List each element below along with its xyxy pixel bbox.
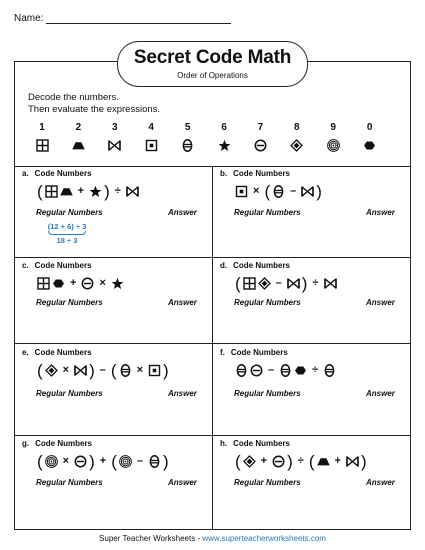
star-icon — [89, 185, 102, 198]
answer-label: Answer — [168, 478, 197, 487]
operator: + — [334, 455, 341, 467]
problem-e — [22, 348, 220, 380]
answer-label: Answer — [366, 389, 395, 398]
problem-heading — [22, 439, 220, 449]
operator: – — [290, 185, 297, 197]
key-item-1 — [30, 122, 54, 154]
name-row — [14, 13, 231, 24]
double-bar-circle-icon — [148, 455, 161, 468]
parenthesis: ) — [163, 451, 169, 471]
problem-heading — [220, 348, 418, 358]
answer-label: Answer — [366, 208, 395, 217]
bowtie-icon — [301, 185, 314, 198]
hexagon-icon — [294, 364, 307, 377]
double-bar-circle-icon — [176, 136, 200, 154]
answer-label: Answer — [168, 298, 197, 307]
problem-letter: b. — [220, 169, 228, 178]
parenthesis: ( — [235, 451, 241, 471]
problem-letter: g. — [22, 439, 30, 448]
double-bar-circle-icon — [235, 364, 248, 377]
trapezoid-icon — [60, 185, 73, 198]
key-item-8 — [285, 122, 309, 154]
answer-label: Answer — [168, 389, 197, 398]
bowtie-icon — [126, 185, 139, 198]
operator: × — [253, 185, 260, 197]
problem-letter: h. — [220, 439, 228, 448]
key-item-0 — [358, 122, 382, 154]
code-numbers-label: Code Numbers — [233, 261, 291, 270]
example-line-2: 18 ÷ 3 — [56, 236, 78, 245]
key-number: 3 — [112, 122, 118, 133]
operator: – — [275, 277, 282, 289]
boxed-dot-icon — [148, 364, 161, 377]
regular-numbers-label: Regular Numbers — [234, 208, 301, 217]
problem-heading — [220, 439, 418, 449]
circled-minus-icon — [74, 455, 87, 468]
parenthesis: ( — [37, 181, 43, 201]
operator: – — [268, 364, 275, 376]
key-number: 6 — [221, 122, 227, 133]
answer-label: Answer — [168, 208, 197, 217]
title-banner — [117, 41, 308, 87]
hexagon-icon — [358, 136, 382, 154]
problem-heading — [220, 169, 418, 179]
parenthesis: ( — [110, 360, 117, 380]
key-item-9 — [321, 122, 345, 154]
parenthesis: ( — [264, 181, 271, 201]
problem-d — [220, 261, 418, 293]
bowtie-icon — [74, 364, 87, 377]
name-field-line[interactable] — [46, 15, 231, 24]
double-bar-circle-icon — [323, 364, 336, 377]
bowtie-icon — [287, 277, 300, 290]
operator: ÷ — [312, 364, 319, 376]
code-numbers-label: Code Numbers — [233, 169, 291, 178]
parenthesis: ( — [111, 451, 117, 471]
operator: – — [136, 455, 144, 467]
example-brace — [48, 231, 86, 235]
worksheet-title: Secret Code Math — [133, 47, 292, 68]
operator: × — [136, 364, 144, 376]
key-item-3 — [103, 122, 127, 154]
problem-letter: e. — [22, 348, 29, 357]
diamond-in-diamond-icon — [258, 277, 271, 290]
code-numbers-label: Code Numbers — [34, 348, 92, 357]
circled-minus-icon — [272, 455, 285, 468]
diamond-in-diamond-icon — [45, 364, 58, 377]
parenthesis: ( — [37, 451, 43, 471]
trapezoid-icon — [66, 136, 90, 154]
footer — [0, 534, 425, 543]
problem-letter: a. — [22, 169, 29, 178]
parenthesis: ) — [287, 451, 293, 471]
operator: ÷ — [312, 277, 319, 289]
coded-expression — [36, 273, 220, 293]
footer-text: Super Teacher Worksheets - — [99, 534, 203, 543]
problem-heading — [22, 261, 220, 271]
instruction-line-2: Then evaluate the expressions. — [28, 103, 161, 115]
operator: × — [99, 277, 106, 289]
worked-example — [46, 222, 88, 245]
operator: × — [62, 364, 70, 376]
problem-heading — [22, 348, 220, 358]
key-number: 0 — [366, 122, 373, 133]
code-numbers-label: Code Numbers — [34, 261, 92, 270]
boxed-dot-icon — [139, 136, 163, 154]
code-numbers-label: Code Numbers — [233, 439, 291, 448]
circled-minus-icon — [250, 364, 263, 377]
key-number: 4 — [148, 122, 154, 133]
bowtie-icon — [103, 136, 127, 154]
double-bar-circle-icon — [279, 364, 292, 377]
parenthesis: ( — [37, 360, 43, 380]
key-number: 1 — [39, 122, 45, 133]
spiral-icon — [321, 136, 345, 154]
worksheet-subtitle: Order of Operations — [177, 71, 248, 80]
problem-g — [22, 439, 220, 471]
instructions — [28, 92, 160, 115]
problem-heading — [22, 169, 220, 179]
operator: + — [70, 277, 77, 289]
problem-a — [22, 169, 220, 201]
star-icon — [111, 277, 124, 290]
double-bar-circle-icon — [272, 185, 285, 198]
spiral-icon — [119, 455, 132, 468]
parenthesis: ) — [89, 451, 95, 471]
coded-expression — [36, 181, 220, 201]
circled-minus-icon — [248, 136, 272, 154]
answer-label: Answer — [366, 298, 395, 307]
key-number: 8 — [294, 122, 300, 133]
key-number: 7 — [257, 122, 264, 133]
regular-numbers-label: Regular Numbers — [36, 298, 103, 307]
problem-letter: d. — [220, 261, 228, 270]
regular-numbers-label: Regular Numbers — [36, 389, 103, 398]
double-bar-circle-icon — [119, 364, 132, 377]
key-item-5 — [176, 122, 200, 154]
boxed-plus-icon — [243, 277, 256, 290]
regular-numbers-label: Regular Numbers — [36, 208, 103, 217]
parenthesis: ) — [316, 181, 322, 201]
operator: ÷ — [114, 185, 121, 197]
operator: ÷ — [297, 455, 304, 467]
parenthesis: ) — [104, 181, 110, 201]
diamond-in-diamond-icon — [243, 455, 256, 468]
bowtie-icon — [346, 455, 359, 468]
problem-c — [22, 261, 220, 293]
circled-minus-icon — [81, 277, 94, 290]
key-number: 9 — [330, 122, 336, 133]
coded-expression — [234, 273, 418, 293]
hexagon-icon — [52, 277, 65, 290]
example-line-1: (12 + 6) ÷ 3 — [47, 222, 87, 231]
parenthesis: ) — [163, 360, 169, 380]
key-item-4 — [139, 122, 163, 154]
parenthesis: ) — [301, 273, 308, 293]
key-item-7 — [248, 122, 272, 154]
parenthesis: ( — [308, 451, 315, 471]
key-number: 5 — [184, 122, 191, 133]
regular-numbers-label: Regular Numbers — [234, 389, 301, 398]
spiral-icon — [45, 455, 58, 468]
key-item-2 — [66, 122, 90, 154]
instruction-line-1: Decode the numbers. — [28, 92, 119, 103]
trapezoid-icon — [317, 455, 330, 468]
problem-letter: f. — [220, 348, 225, 357]
problem-letter: c. — [22, 261, 29, 270]
boxed-plus-icon — [45, 185, 58, 198]
answer-label: Answer — [366, 478, 395, 487]
operator: + — [260, 455, 268, 467]
operator: + — [99, 455, 107, 467]
boxed-plus-icon — [30, 136, 54, 154]
boxed-dot-icon — [235, 185, 248, 198]
coded-expression — [234, 181, 418, 201]
regular-numbers-label: Regular Numbers — [234, 298, 301, 307]
footer-link[interactable]: www.superteacherworksheets.com — [202, 534, 326, 543]
key-item-6 — [212, 122, 236, 154]
coded-expression — [36, 451, 220, 471]
parenthesis: ) — [360, 451, 367, 471]
regular-numbers-label: Regular Numbers — [36, 478, 103, 487]
boxed-plus-icon — [37, 277, 50, 290]
bowtie-icon — [324, 277, 337, 290]
parenthesis: ) — [89, 360, 95, 380]
code-numbers-label: Code Numbers — [230, 348, 288, 357]
key-number: 2 — [75, 122, 82, 133]
code-numbers-label: Code Numbers — [35, 439, 93, 448]
operator: + — [77, 185, 85, 197]
coded-expression — [234, 360, 418, 380]
coded-expression — [234, 451, 418, 471]
diamond-in-diamond-icon — [285, 136, 309, 154]
coded-expression — [36, 360, 220, 380]
operator: × — [62, 455, 70, 467]
regular-numbers-label: Regular Numbers — [234, 478, 301, 487]
name-label: Name: — [14, 13, 44, 24]
code-numbers-label: Code Numbers — [34, 169, 92, 178]
parenthesis: ( — [235, 273, 241, 293]
problem-h — [220, 439, 418, 471]
problem-heading — [220, 261, 418, 271]
star-icon — [212, 136, 236, 154]
problem-b — [220, 169, 418, 201]
problem-f — [220, 348, 418, 380]
operator: – — [99, 364, 106, 376]
